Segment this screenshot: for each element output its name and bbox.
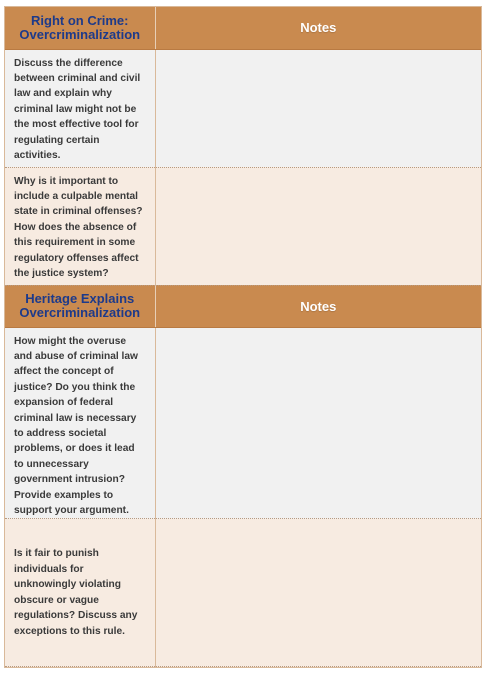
notes-table	[5, 7, 481, 667]
question-3: How might the overuse and abuse of criminal law affect the concept of justice? Do you think the expansion of federal criminal law is necessary to address societal problems, or does it lead to unnecessary government intrusion? Provide examples to support your argument.	[5, 327, 155, 519]
section-2-notes-label: Notes	[155, 285, 481, 327]
notes-cell-2[interactable]	[155, 167, 481, 285]
notes-cell-4[interactable]	[155, 519, 481, 667]
notes-cell-1[interactable]	[155, 49, 481, 167]
question-row	[5, 519, 481, 667]
worksheet	[4, 6, 482, 668]
question-4: Is it fair to punish individuals for unknowingly violating obscure or vague regulations? Discuss any exceptions to this rule.	[5, 519, 155, 667]
section-2-heading: Heritage Explains Overcriminalization	[5, 285, 155, 327]
notes-cell-3[interactable]	[155, 327, 481, 519]
question-row	[5, 327, 481, 519]
section-1-heading: Right on Crime: Overcriminalization	[5, 7, 155, 49]
section-2-header-row	[5, 285, 481, 327]
section-1-header-row	[5, 7, 481, 49]
section-1-notes-label: Notes	[155, 7, 481, 49]
question-1: Discuss the difference between criminal and civil law and explain why criminal law might not be the most effective tool for regulating certain activities.	[5, 49, 155, 167]
question-row	[5, 49, 481, 167]
question-2: Why is it important to include a culpable mental state in criminal offenses? How does the absence of this requirement in some regulatory offenses affect the justice system?	[5, 167, 155, 285]
question-row	[5, 167, 481, 285]
